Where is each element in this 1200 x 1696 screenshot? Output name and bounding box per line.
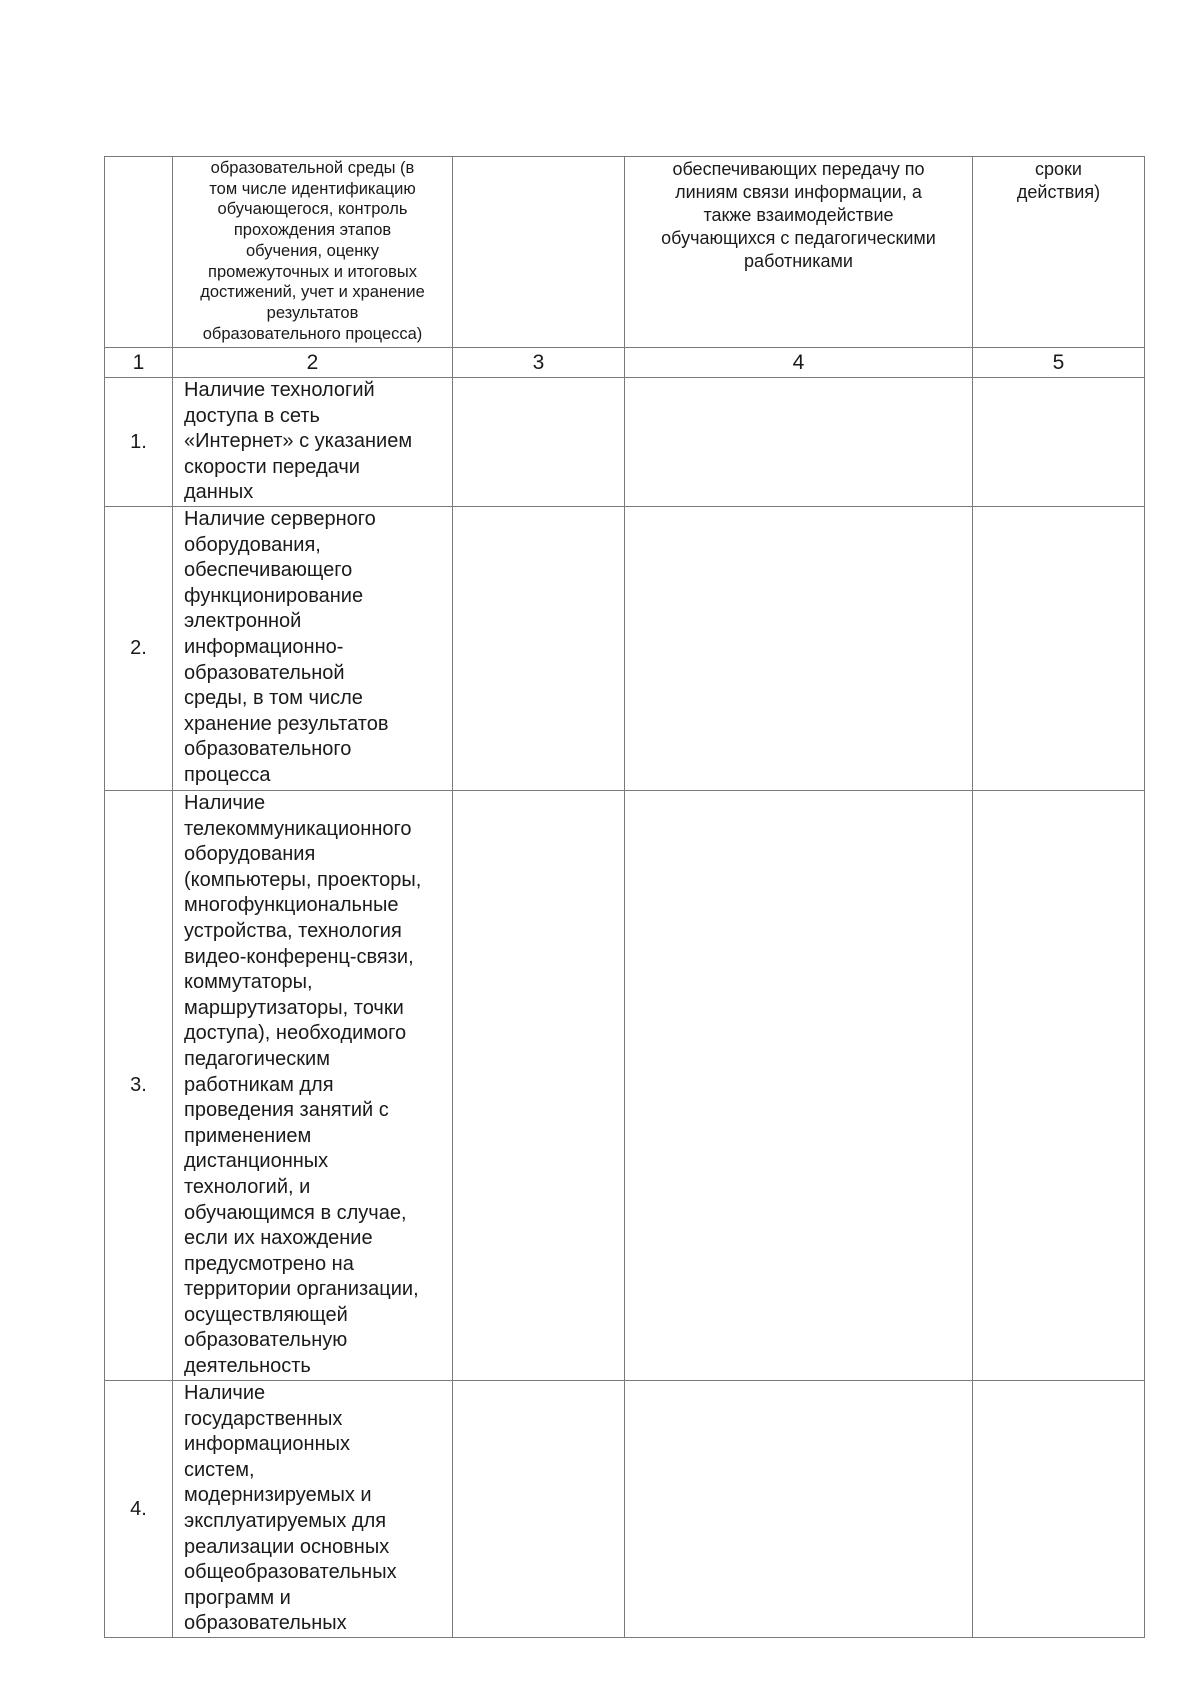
- table-header-row: [105, 157, 1145, 348]
- column-number-2: 2: [173, 348, 453, 378]
- header-cell-3: [453, 157, 625, 348]
- row-cell-3: [453, 378, 625, 507]
- row-number: 4.: [105, 1381, 173, 1638]
- row-cell-3: [453, 507, 625, 791]
- row-number: 3.: [105, 791, 173, 1381]
- row-name-text: Наличие телекоммуникационного оборудования (компьютеры, проекторы, многофункциональные устройства, технология видео-конференц-связи, коммутаторы, маршрутизаторы, точки доступа), необходимого педагогическим работникам для проведения занятий с применением дистанционных технологий, и обучающимся в случае, если их нахождение предусмотрено на территории организации, осуществляющей образовательную деятельность: [184, 792, 422, 1378]
- row-cell-5: [973, 378, 1145, 507]
- row-cell-4: [625, 791, 973, 1381]
- column-number-5: 5: [973, 348, 1145, 378]
- column-number-1: 1: [105, 348, 173, 378]
- table-row: [105, 791, 1145, 1381]
- row-name-cell: [173, 1381, 453, 1638]
- row-cell-4: [625, 507, 973, 791]
- column-number-3: 3: [453, 348, 625, 378]
- row-name-text: Наличие государственных информационных систем, модернизируемых и эксплуатируемых для реализации основных общеобразовательных программ и образовательных: [184, 1382, 397, 1635]
- row-name-cell: [173, 507, 453, 791]
- header-text-3: [453, 157, 624, 158]
- column-number-row: [105, 348, 1145, 378]
- column-number-4: 4: [625, 348, 973, 378]
- header-cell-5: [973, 157, 1145, 348]
- header-cell-2: [173, 157, 453, 348]
- row-number: 1.: [105, 378, 173, 507]
- table-row: [105, 1381, 1145, 1638]
- table-row: [105, 507, 1145, 791]
- requirements-table: [104, 156, 1145, 1638]
- row-cell-3: [453, 791, 625, 1381]
- header-cell-4: [625, 157, 973, 348]
- row-name-cell: [173, 791, 453, 1381]
- row-name-cell: [173, 378, 453, 507]
- row-cell-5: [973, 1381, 1145, 1638]
- row-name-text: Наличие серверного оборудования, обеспечивающего функционирование электронной информационно- образовательной среды, в том числе хранение результатов образовательного процесса: [184, 508, 389, 786]
- row-cell-3: [453, 1381, 625, 1638]
- row-name-text: Наличие технологий доступа в сеть «Интернет» с указанием скорости передачи данных: [184, 379, 413, 504]
- table-row: [105, 378, 1145, 507]
- header-cell-1: [105, 157, 173, 348]
- row-cell-4: [625, 1381, 973, 1638]
- header-text-5: сроки действия): [1016, 159, 1101, 202]
- row-cell-5: [973, 507, 1145, 791]
- header-text-2: образовательной среды (в том числе идентификацию обучающегося, контроль прохождения этапов обучения, оценку промежуточных и итоговых достижений, учет и хранение результатов образовательного процесса): [200, 159, 425, 343]
- row-number: 2.: [105, 507, 173, 791]
- row-cell-5: [973, 791, 1145, 1381]
- row-cell-4: [625, 378, 973, 507]
- header-text-4: обеспечивающих передачу по линиям связи информации, а также взаимодействие обучающихся с педагогическими работниками: [661, 159, 936, 271]
